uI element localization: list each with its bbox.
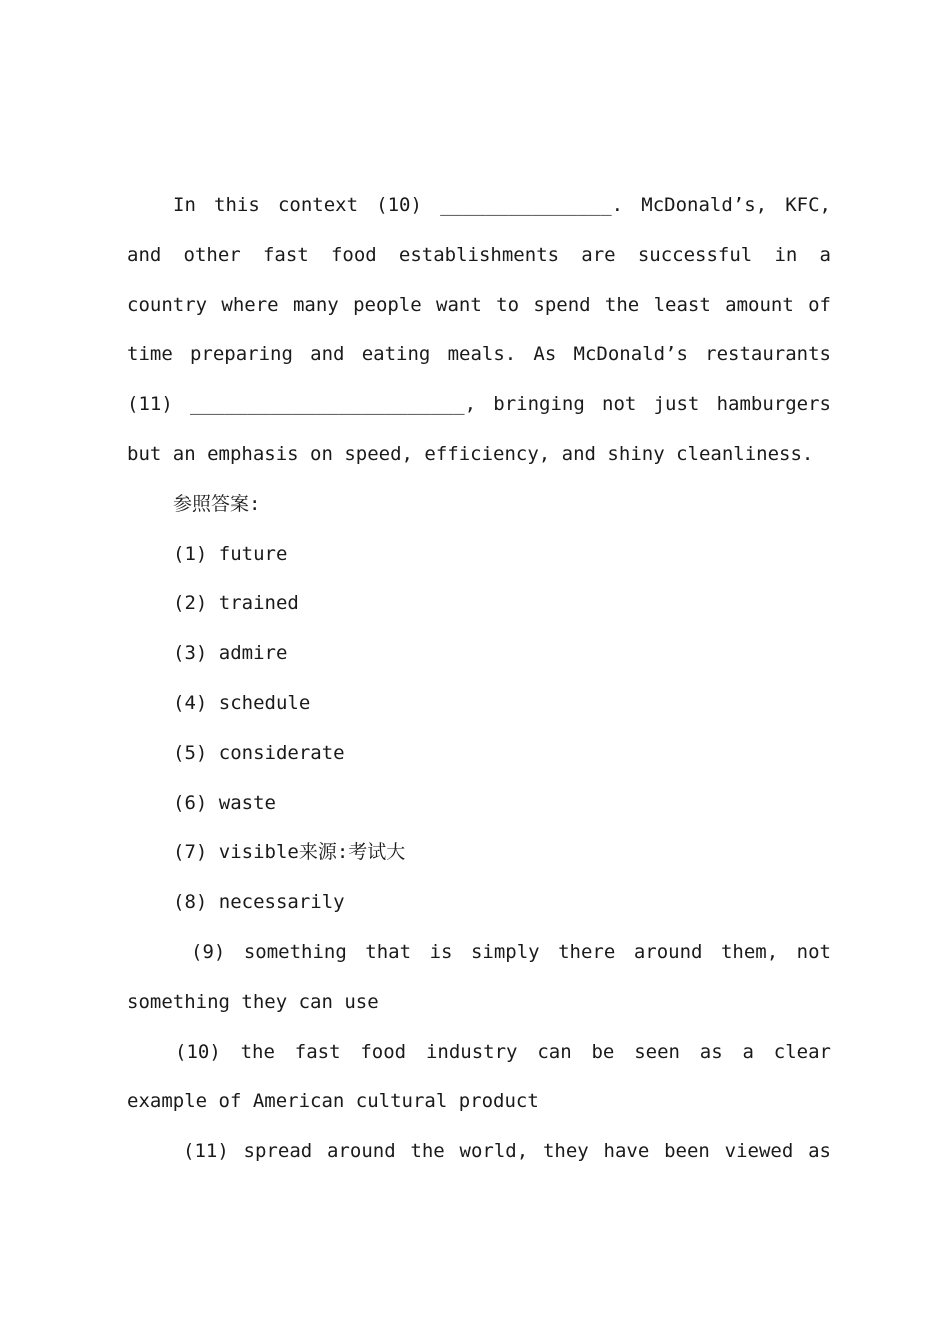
answers-heading: 参照答案: [173,492,261,515]
answer-item-10: (10) the fast food industry can be seen as a clear example of American cultural product [127,1040,831,1113]
answer-item-8: (8) necessarily [173,891,345,914]
answer-item-11: (11) spread around the world, they have been viewed as [183,1140,831,1163]
blank-10: _______________ [440,194,612,216]
answer-item-1: (1) future [173,542,288,565]
answer-item-5: (5) considerate [173,741,345,764]
passage-text-middle: . McDonald’s, KFC, and other fast food establishments are successful in a country where many people want to spend the least amount of time preparing and eating meals. As McDonald’s restaurants (11) [127,194,832,416]
answer-item-2: (2) trained [173,592,299,615]
answer-item-4: (4) schedule [173,691,311,714]
passage-text-end: , bringing not just hamburgers but an emphasis on speed, efficiency, and shiny cleanliness. [127,393,831,465]
answer-item-7: (7) visible来源:考试大 [173,841,406,864]
passage-text-start: In this context (10) [173,194,441,216]
passage-paragraph [127,181,831,480]
document-page [127,181,831,1177]
answer-item-6: (6) waste [173,791,276,814]
answer-item-9: (9) something that is simply there around them, not something they can use [127,940,831,1013]
answer-item-3: (3) admire [173,642,288,665]
blank-11: ________________________ [190,393,465,416]
